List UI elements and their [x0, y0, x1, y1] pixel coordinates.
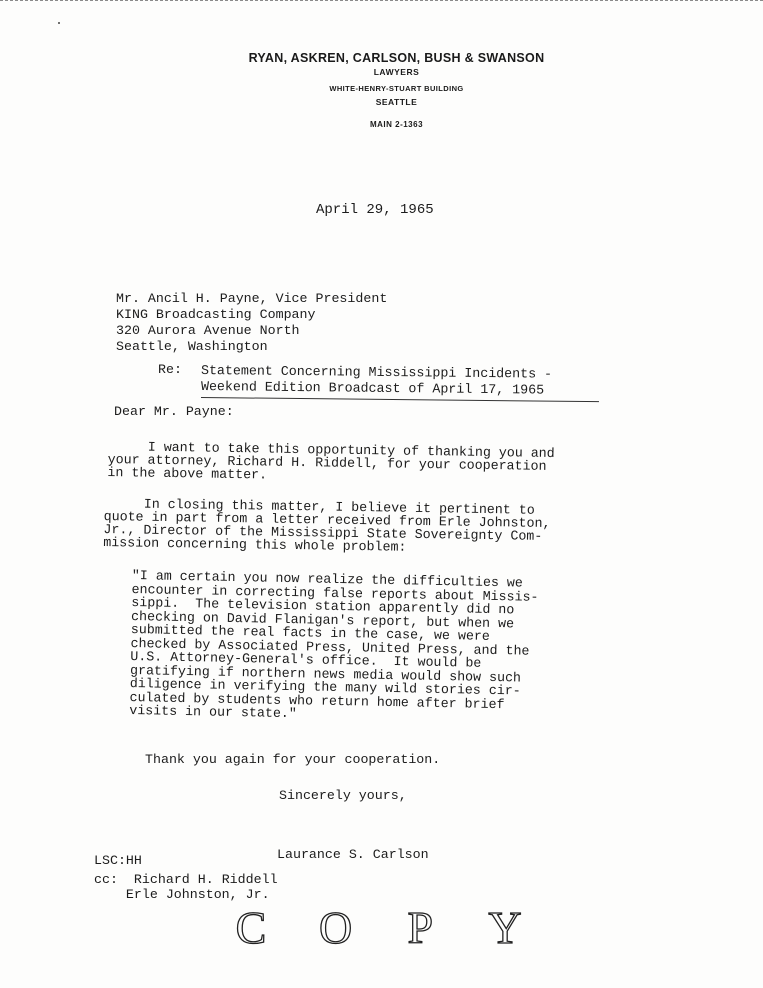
- cc-recipient: Richard H. Riddell: [133, 872, 278, 887]
- copy-stamp-letter: Y: [488, 902, 522, 953]
- recipient-address: [116, 291, 387, 355]
- complimentary-closing: Sincerely yours,: [279, 788, 407, 803]
- paragraph-thanks: I want to take this opportunity of thanking you and your attorney, Richard H. Riddell, for your cooperation in the above matter.: [107, 439, 555, 483]
- letterhead-city: SEATTLE: [375, 97, 418, 107]
- copy-stamp-letter: P: [407, 902, 434, 953]
- cc-recipient: Erle Johnston, Jr.: [125, 887, 270, 902]
- signer-name: Laurance S. Carlson: [277, 847, 429, 862]
- salutation: Dear Mr. Payne:: [114, 404, 234, 419]
- copy-stamp: [228, 898, 528, 958]
- copy-stamp-letter: O: [319, 902, 353, 953]
- reference-initials: LSC:HH: [94, 853, 142, 868]
- re-subject-line-1: Statement Concerning Mississippi Incidents -: [200, 363, 553, 382]
- re-underline: [201, 397, 599, 402]
- recipient-line: Seattle, Washington: [116, 339, 268, 354]
- recipient-line: Mr. Ancil H. Payne, Vice President: [116, 291, 388, 306]
- thanks-line: Thank you again for your cooperation.: [145, 752, 441, 767]
- paragraph-closing-matter: In closing this matter, I believe it pertinent to quote in part from a letter received from Erle Johnston, Jr., Director of the Mississippi State Sovereignty Com- mission concerning this whole problem:: [103, 496, 551, 555]
- quoted-letter-excerpt: "I am certain you now realize the difficulties we encounter in correcting false reports about Missis- sippi. The television station apparently did no checking on David Flanigan's report, but when we submitted the real facts in the case, we were checked by Associated Press, United Press, and the U.S. Attorney-General's office. It would be gratifying if northern news media would show such diligence in verifying the many wild stories cir- culated by students who return home after brief visits in our state.": [129, 568, 539, 722]
- letterhead-building: WHITE-HENRY-STUART BUILDING: [329, 84, 464, 93]
- re-label: Re:: [158, 362, 182, 377]
- recipient-line: KING Broadcasting Company: [116, 307, 316, 322]
- letterhead-firm-name: RYAN, ASKREN, CARLSON, BUSH & SWANSON: [248, 51, 545, 65]
- scan-speck: [58, 22, 60, 24]
- letterhead-subtitle: LAWYERS: [373, 67, 420, 77]
- letter-date: April 29, 1965: [316, 202, 434, 218]
- cc-label: cc:: [94, 872, 118, 887]
- letterhead-phone: MAIN 2-1363: [369, 120, 424, 129]
- re-subject-line-2: Weekend Edition Broadcast of April 17, 1965: [200, 379, 545, 398]
- copy-stamp-letter: C: [235, 902, 267, 953]
- page-top-dashed-border: [0, 0, 763, 1]
- recipient-line: 320 Aurora Avenue North: [116, 323, 300, 338]
